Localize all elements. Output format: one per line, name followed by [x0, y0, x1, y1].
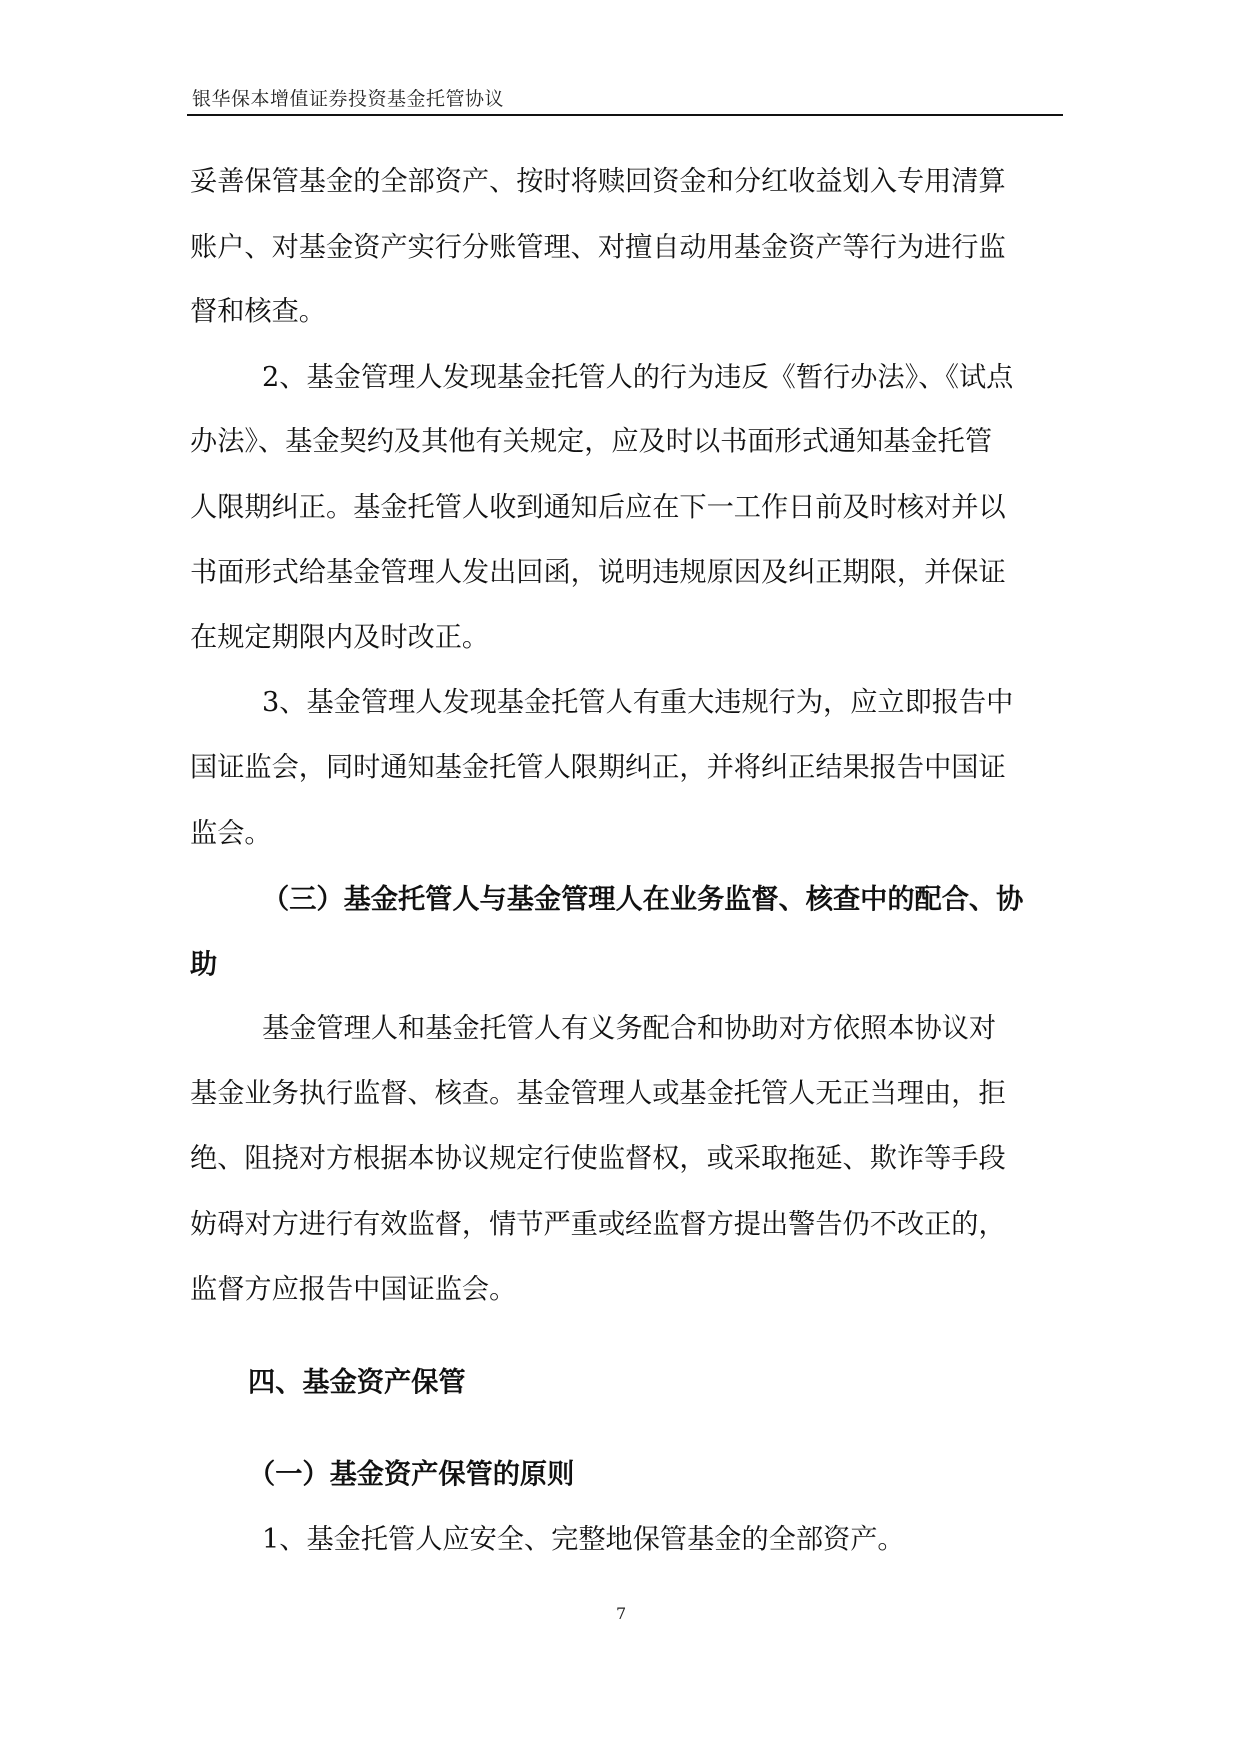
text-line: 绝、阻挠对方根据本协议规定行使监督权，或采取拖延、欺诈等手段 [190, 1143, 1006, 1174]
text-line: 监会。 [190, 818, 272, 849]
text-line: （三）基金托管人与基金管理人在业务监督、核查中的配合、协 [262, 883, 1024, 915]
header-rule [187, 114, 1063, 116]
header-title: 银华保本增值证券投资基金托管协议 [192, 88, 505, 110]
text-line: 2、基金管理人发现基金托管人的行为违反《暂行办法》、《试点 [262, 362, 1014, 393]
text-line: 书面形式给基金管理人发出回函，说明违规原因及纠正期限，并保证 [190, 557, 1006, 588]
text-line: 基金管理人和基金托管人有义务配合和协助对方依照本协议对 [262, 1013, 997, 1044]
paragraph-principle-1: 1、基金托管人应安全、完整地保管基金的全部资产。 [262, 1524, 905, 1555]
text-line: 助 [190, 948, 218, 980]
text-line: 账户、对基金资产实行分账管理、对擅自动用基金资产等行为进行监 [190, 232, 1006, 263]
text-line: 办法》、基金契约及其他有关规定，应及时以书面形式通知基金托管 [190, 426, 993, 457]
section-heading-four: 四、基金资产保管 [248, 1366, 466, 1398]
text-line: 国证监会，同时通知基金托管人限期纠正，并将纠正结果报告中国证 [190, 752, 1006, 783]
text-line: 3、基金管理人发现基金托管人有重大违规行为，应立即报告中 [262, 687, 1014, 718]
page-number: 7 [616, 1604, 627, 1623]
text-line: 妨碍对方进行有效监督，情节严重或经监督方提出警告仍不改正的， [190, 1209, 1006, 1240]
subsection-heading-one: （一）基金资产保管的原则 [248, 1458, 575, 1490]
text-line: 在规定期限内及时改正。 [190, 622, 490, 653]
text-line: 人限期纠正。基金托管人收到通知后应在下一工作日前及时核对并以 [190, 492, 1006, 523]
text-line: 基金业务执行监督、核查。基金管理人或基金托管人无正当理由，拒 [190, 1078, 1006, 1109]
text-line: 监督方应报告中国证监会。 [190, 1274, 517, 1305]
text-line: 妥善保管基金的全部资产、按时将赎回资金和分红收益划入专用清算 [190, 166, 1006, 197]
text-line: 督和核查。 [190, 296, 326, 327]
